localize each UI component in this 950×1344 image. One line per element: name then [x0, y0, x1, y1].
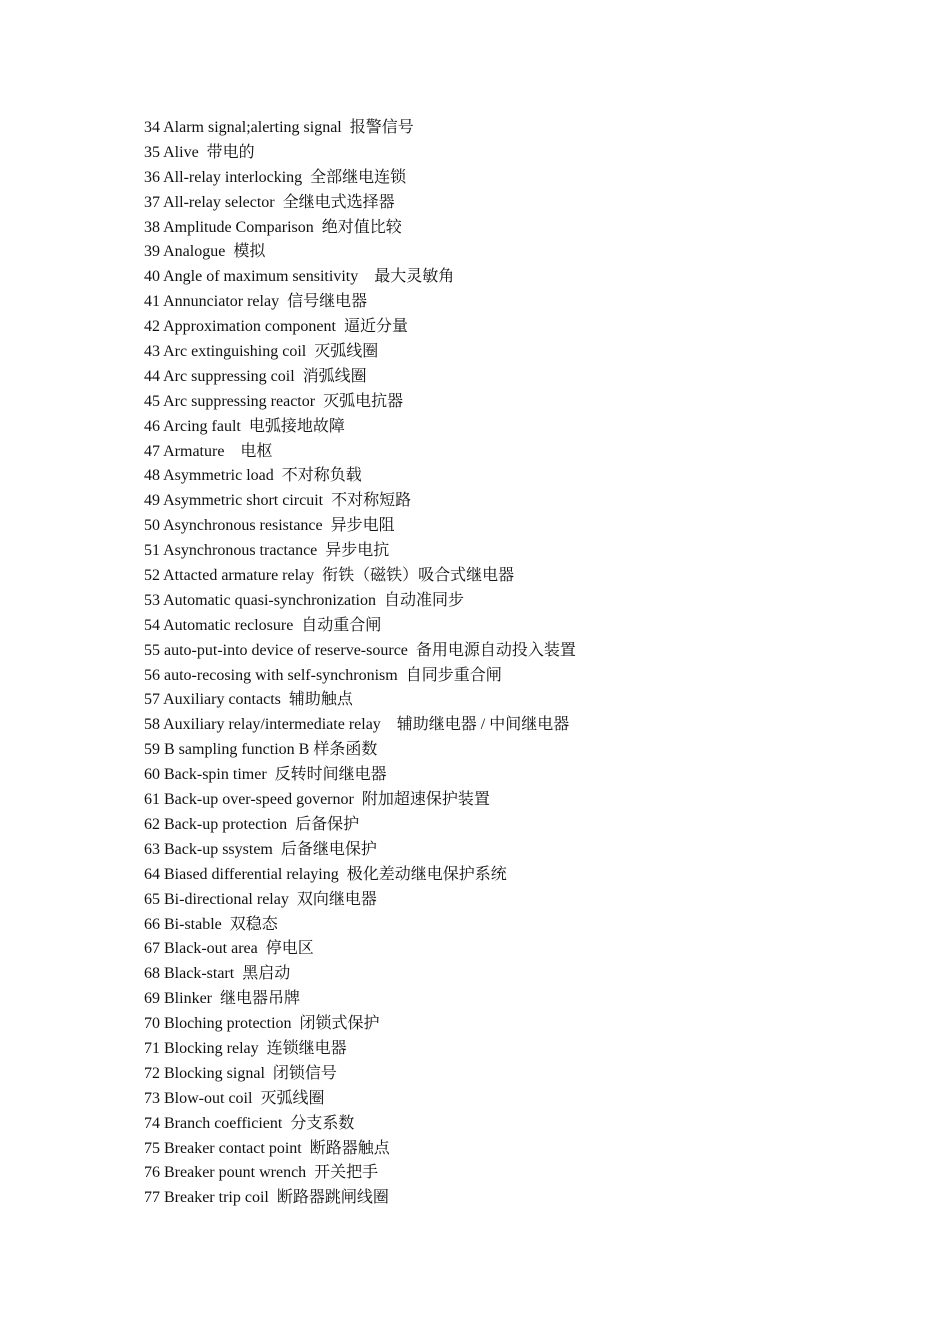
- glossary-entry: 42 Approximation component 逼近分量: [144, 318, 408, 336]
- glossary-entry: 65 Bi-directional relay 双向继电器: [144, 890, 377, 908]
- glossary-entry: 56 auto-recosing with self-synchronism 自同步重合闸: [144, 666, 502, 684]
- glossary-entry: 70 Bloching protection 闭锁式保护: [144, 1015, 380, 1033]
- glossary-entry: 46 Arcing fault 电弧接地故障: [144, 417, 345, 435]
- glossary-entry: 44 Arc suppressing coil 消弧线圈: [144, 367, 367, 385]
- glossary-entry: 63 Back-up ssystem 后备继电保护: [144, 840, 377, 858]
- glossary-entry: 69 Blinker 继电器吊牌: [144, 990, 300, 1008]
- glossary-entry: 77 Breaker trip coil 断路器跳闸线圈: [144, 1189, 389, 1207]
- glossary-entry: 64 Biased differential relaying 极化差动继电保护系统: [144, 865, 507, 883]
- glossary-entry: 50 Asynchronous resistance 异步电阻: [144, 517, 395, 535]
- glossary-entry: 57 Auxiliary contacts 辅助触点: [144, 691, 353, 709]
- glossary-entry: 58 Auxiliary relay/intermediate relay 辅助继电器 / 中间继电器: [144, 716, 570, 734]
- glossary-entry: 48 Asymmetric load 不对称负载: [144, 467, 362, 485]
- glossary-entry: 74 Branch coefficient 分支系数: [144, 1114, 355, 1132]
- glossary-entry: 59 B sampling function B 样条函数: [144, 741, 378, 759]
- glossary-entry: 54 Automatic reclosure 自动重合闸: [144, 616, 382, 634]
- glossary-entry: 51 Asynchronous tractance 异步电抗: [144, 542, 390, 560]
- glossary-entry: 75 Breaker contact point 断路器触点: [144, 1139, 390, 1157]
- glossary-entry: 67 Black-out area 停电区: [144, 940, 314, 958]
- glossary-entry: 47 Armature 电枢: [144, 442, 273, 460]
- glossary-entry: 61 Back-up over-speed governor 附加超速保护装置: [144, 791, 490, 809]
- glossary-entry: 55 auto-put-into device of reserve-source 备用电源自动投入装置: [144, 641, 576, 659]
- glossary-entry: 76 Breaker pount wrench 开关把手: [144, 1164, 379, 1182]
- glossary-entry: 40 Angle of maximum sensitivity 最大灵敏角: [144, 268, 455, 286]
- glossary-entry: 45 Arc suppressing reactor 灭弧电抗器: [144, 392, 404, 410]
- glossary-entry: 72 Blocking signal 闭锁信号: [144, 1064, 337, 1082]
- glossary-entry: 52 Attacted armature relay 衔铁（磁铁）吸合式继电器: [144, 567, 515, 585]
- glossary-entry: 36 All-relay interlocking 全部继电连锁: [144, 168, 407, 186]
- glossary-entry: 38 Amplitude Comparison 绝对值比较: [144, 218, 402, 236]
- glossary-entry: 34 Alarm signal;alerting signal 报警信号: [144, 119, 414, 136]
- glossary-list: [144, 116, 576, 1211]
- glossary-entry: 68 Black-start 黑启动: [144, 965, 291, 983]
- glossary-entry: 37 All-relay selector 全继电式选择器: [144, 193, 395, 211]
- glossary-entry: 43 Arc extinguishing coil 灭弧线圈: [144, 343, 379, 361]
- glossary-entry: 62 Back-up protection 后备保护: [144, 815, 360, 833]
- glossary-entry: 49 Asymmetric short circuit 不对称短路: [144, 492, 412, 510]
- glossary-entry: 53 Automatic quasi-synchronization 自动准同步: [144, 591, 464, 609]
- glossary-entry: 60 Back-spin timer 反转时间继电器: [144, 766, 387, 784]
- glossary-entry: 35 Alive 带电的: [144, 143, 255, 161]
- glossary-entry: 41 Annunciator relay 信号继电器: [144, 293, 368, 311]
- glossary-entry: 66 Bi-stable 双稳态: [144, 915, 278, 933]
- glossary-entry: 39 Analogue 模拟: [144, 243, 266, 261]
- glossary-entry: 71 Blocking relay 连锁继电器: [144, 1039, 347, 1057]
- glossary-entry: 73 Blow-out coil 灭弧线圈: [144, 1089, 325, 1107]
